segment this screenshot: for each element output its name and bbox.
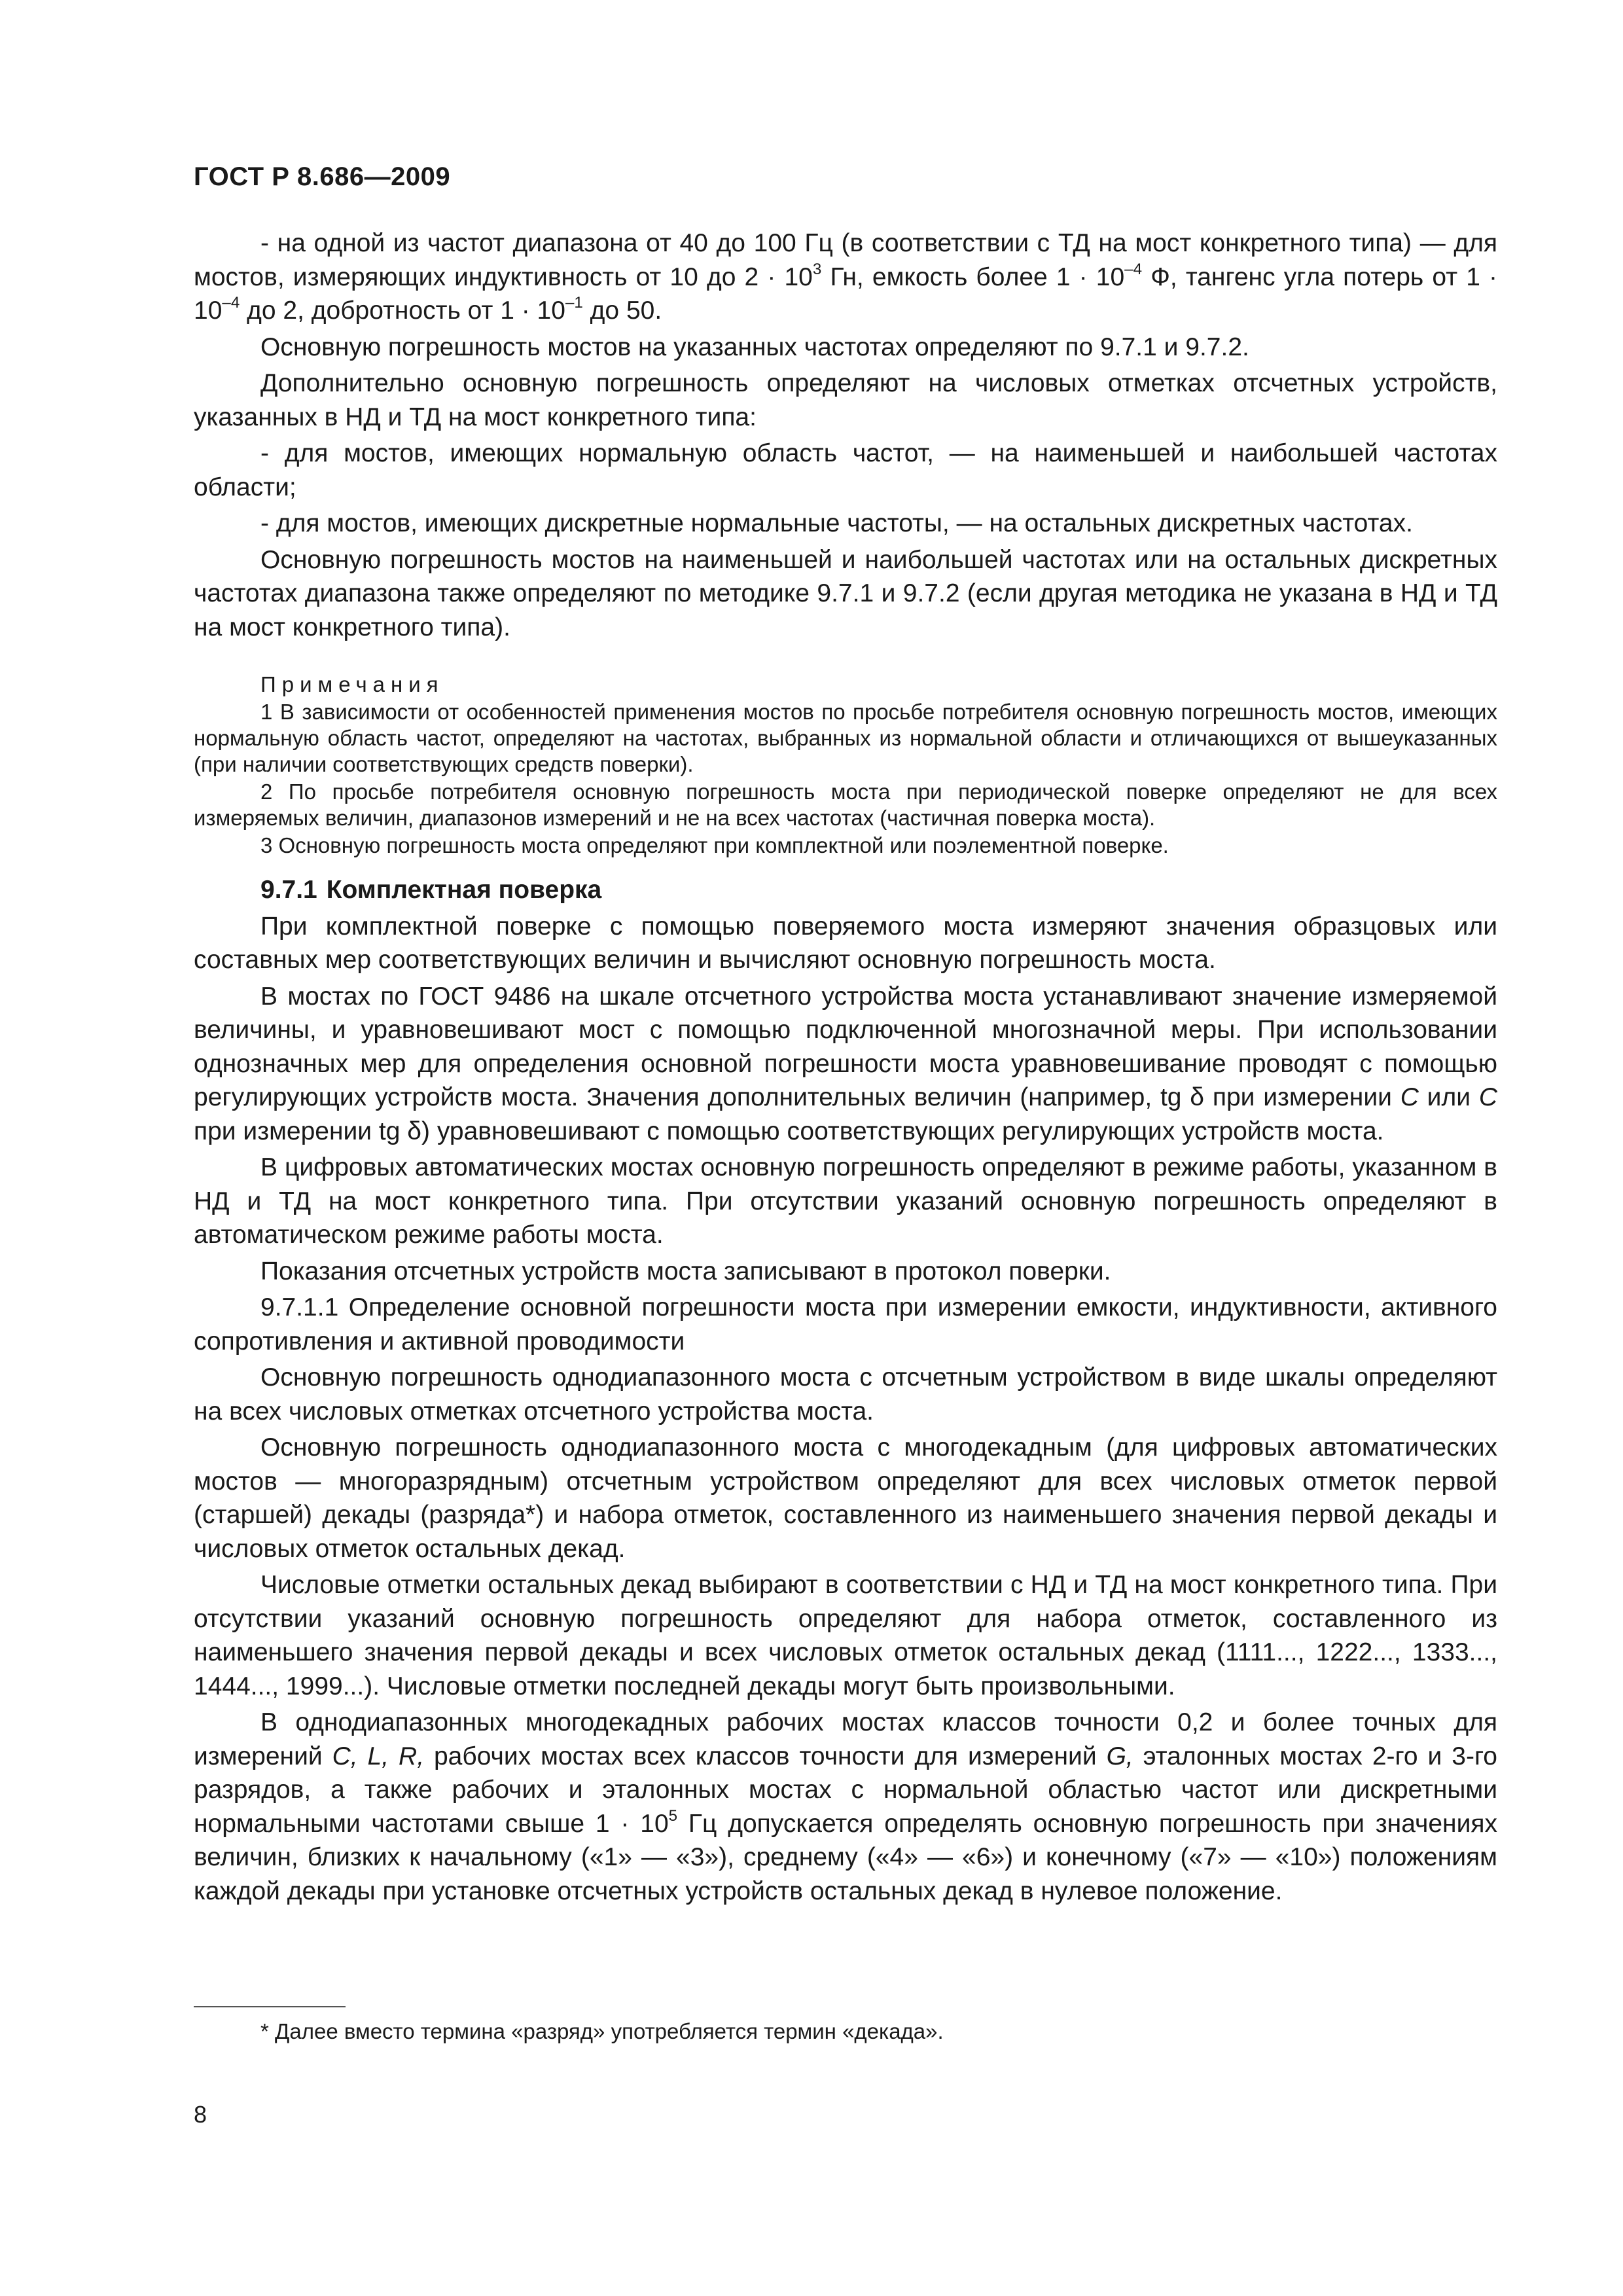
document-body (194, 226, 1497, 1910)
paragraph: Числовые отметки остальных декад выбирают в соответствии с НД и ТД на мост конкретного типа. При отсутствии указаний основную погрешность определяют для набора отметок, составленного из наименьшего значения первой декады и всех числовых отметок остальных декад (1111..., 1222..., 1333..., 1444..., 1999...). Числовые отметки последней декады могут быть произвольными. (194, 1571, 1497, 1700)
paragraph: - для мостов, имеющих дискретные нормальные частоты, — на остальных дискретных частотах. (260, 509, 1413, 537)
paragraph: Основную погрешность однодиапазонного моста с многодекадным (для цифровых автоматических мостов — многоразрядным) отсчетным устройством определяют для всех числовых отметок первой (старшей) декады (разряда*) и набора отметок, составленного из наименьшего значения первой декады и числовых отметок остальных декад. (194, 1433, 1497, 1563)
footnote: * Далее вместо термина «разряд» употребляется термин «декада». (260, 2019, 944, 2043)
paragraph: В цифровых автоматических мостах основную погрешность определяют в режиме работы, указанном в НД и ТД на мост конкретного типа. При отсутствии указаний основную погрешность определяют в автоматическом режиме работы моста. (194, 1153, 1497, 1249)
paragraph: Дополнительно основную погрешность определяют на числовых отметках отсчетных устройств, указанных в НД и ТД на мост конкретного типа: (194, 369, 1497, 431)
section-title: Комплектная поверка (326, 876, 602, 904)
paragraph: Основную погрешность мостов на указанных частотах определяют по 9.7.1 и 9.7.2. (260, 332, 1249, 361)
section-heading (194, 873, 1497, 907)
note-item: 3 Основную погрешность моста определяют при комплектной или поэлементной поверке. (260, 833, 1169, 857)
paragraph: При комплектной поверке с помощью поверяемого моста измеряют значения образцовых или составных мер соответствующих величин и вычисляют основную погрешность моста. (194, 912, 1497, 974)
document-header: ГОСТ Р 8.686—2009 (194, 162, 451, 191)
subsection-heading: 9.7.1.1 Определение основной погрешности моста при измерении емкости, индуктивности, активного сопротивления и активной проводимости (194, 1293, 1497, 1355)
paragraph: - для мостов, имеющих нормальную область частот, — на наименьшей и наибольшей частотах области; (194, 439, 1497, 501)
paragraph: Основную погрешность мостов на наименьшей и наибольшей частотах или на остальных дискретных частотах диапазона также определяют по методике 9.7.1 и 9.7.2 (если другая методика не указана в НД и ТД на мост конкретного типа). (194, 545, 1497, 641)
paragraph: Основную погрешность однодиапазонного моста с отсчетным устройством в виде шкалы определяют на всех числовых отметках отсчетного устройства моста. (194, 1363, 1497, 1426)
page-number: 8 (194, 2101, 207, 2128)
paragraph: В однодиапазонных многодекадных рабочих мостах классов точности 0,2 и более точных для измерений C, L, R, рабочих мостах всех классов точности для измерений G, эталонных мостах 2-го и 3-го разрядов, а также рабочих и эталонных мостах с нормальной областью частот или дискретными нормальными частотами свыше $1 \cdot 10^5$ Гц допускается определять основную погрешность при значениях величин, близких к начальному («1» — «3»), среднему («4» — «6») и конечному («7» — «10») положениям каждой декады при установке отсчетных устройств остальных декад в нулевое положение. (194, 1708, 1497, 1905)
paragraph: Показания отсчетных устройств моста записывают в протокол поверки. (260, 1257, 1111, 1285)
notes-block (194, 672, 1497, 859)
section-number: 9.7.1 (260, 876, 317, 904)
paragraph: - на одной из частот диапазона от 40 до 100 Гц (в соответствии с ТД на мост конкретного типа) — для мостов, измеряющих индуктивность от 10 до $2 \cdot 10^3$ Гн, емкость более $1 \cdot 10^{-4}$ Ф, тангенс угла потерь от $1 \cdot 10^{-4}$ до 2, добротность от $1 \cdot 10^{-1}$ до 50. (194, 229, 1498, 325)
note-item: 2 По просьбе потребителя основную погрешность моста при периодической поверке определяют не для всех измеряемых величин, диапазонов измерений и не на всех частотах (частичная поверка моста). (194, 780, 1497, 830)
note-item: 1 В зависимости от особенностей применения мостов по просьбе потребителя основную погрешность мостов, имеющих нормальную область частот, определяют на частотах, выбранных из нормальной области и отличающихся от вышеуказанных (при наличии соответствующих средств поверки). (194, 700, 1497, 776)
notes-title: Примечания (260, 672, 444, 696)
paragraph: В мостах по ГОСТ 9486 на шкале отсчетного устройства моста устанавливают значение измеряемой величины, и уравновешивают мост с помощью подключенной многозначной меры. При использовании однозначных мер для определения основной погрешности моста уравновешивание проводят с помощью регулирующих устройств моста. Значения дополнительных величин (например, tg δ при измерении C или C при измерении tg δ) уравновешивают с помощью соответствующих регулирующих устройств моста. (194, 982, 1497, 1145)
footnote-divider (194, 2006, 346, 2007)
